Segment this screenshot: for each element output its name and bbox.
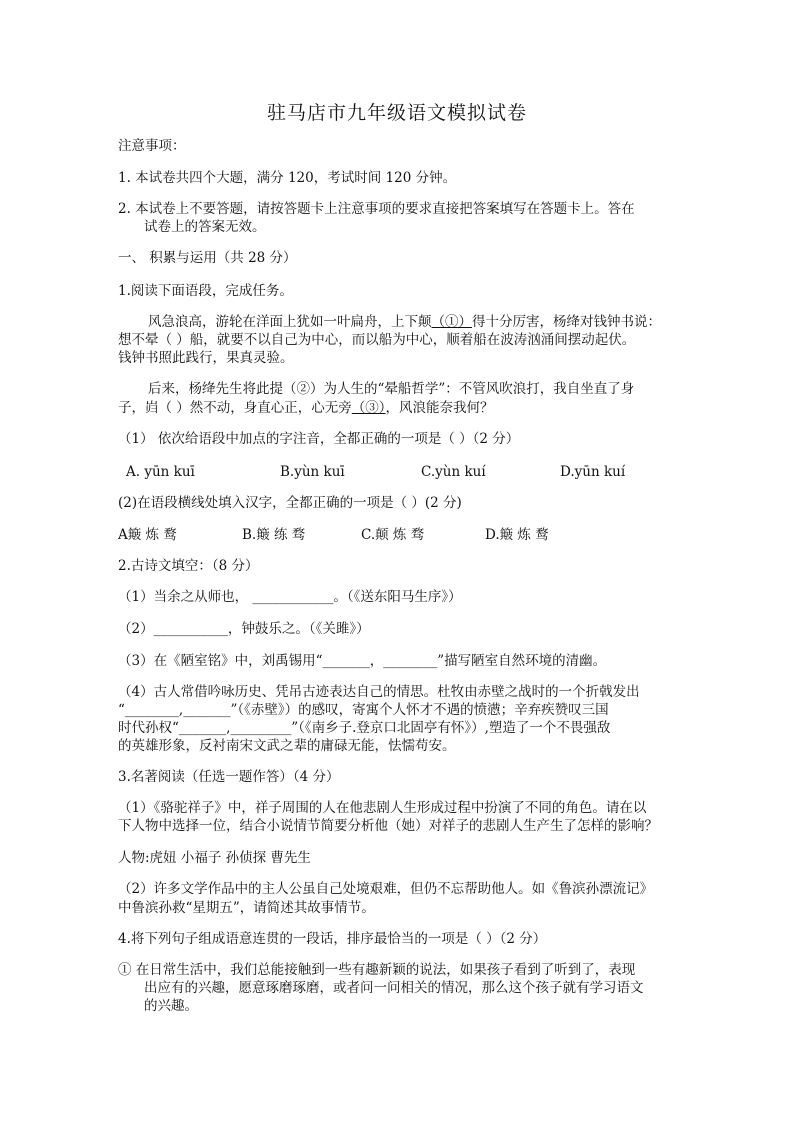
question-3-people: 人物:虎妞 小福子 孙侦探 曹先生 <box>118 850 311 866</box>
question-1-1: （1） 依次给语段中加点的字注音，全都正确的一项是（ ）（2 分） <box>118 431 520 447</box>
question-4-title: 4.将下列句子组成语意连贯的一段话，排序最恰当的一项是（ ）（2 分） <box>118 931 547 947</box>
blank-3: （③） <box>351 400 386 416</box>
passage-text: 风急浪高，游轮在洋面上犹如一叶扁舟，上下颠 <box>148 314 432 330</box>
option-b: B.yùn kuī <box>280 464 345 480</box>
question-2-4-line-2: “________,_______”（《赤壁》）的感叹，寄寓个人怀才不遇的愤懑；辛弃疾赞叹三国 <box>118 702 609 718</box>
option-b: B.簸 练 骛 <box>242 527 306 543</box>
page-title: 驻马店市九年级语文模拟试卷 <box>266 102 527 124</box>
question-4-item-1-line-2: 出应有的兴趣，愿意琢磨琢磨，或者问一问相关的情况，那么这个孩子就有学习语文 <box>144 980 644 996</box>
blank-1: （①） <box>431 314 472 330</box>
question-4-item-1-line-3: 的兴趣。 <box>144 998 198 1014</box>
question-2-4-line-4: 的英雄形象，反衬南宋文武之辈的庸碌无能，怯懦苟安。 <box>118 738 456 754</box>
passage-2-line-2 <box>118 399 494 417</box>
passage-2-line-1: 后来，杨绛先生将此提（②）为人生的“晕船哲学”：不管风吹浪打，我自坐直了身 <box>148 381 635 397</box>
option-c: C.颠 炼 骛 <box>361 527 425 543</box>
question-1-title: 1.阅读下面语段，完成任务。 <box>118 283 293 299</box>
passage-text: 子，岿（ ）然不动，身直心正，心无旁 <box>118 400 352 416</box>
passage-text: 得十分厉害，杨绛对钱钟书说： <box>472 314 661 330</box>
question-3-2-line-2: 中鲁滨孙救“星期五”，请简述其故事情节。 <box>118 900 375 916</box>
question-2-3: （3）在《陋室铭》中，刘禹锡用“_______，________”描写陋室自然环境的清幽。 <box>118 653 607 669</box>
passage-1-line-2: 想不晕（ ）船，就要不以自己为中心，而以船为中心，顺着船在波涛汹涌间摆动起伏。 <box>118 332 636 348</box>
question-3-2-line-1: （2）许多文学作品中的主人公虽自己处境艰难，但仍不忘帮助他人。如《鲁滨孙漂流记》 <box>118 881 654 897</box>
passage-1-line-1 <box>148 313 661 331</box>
question-2-1: （1）当余之从师也， ____________。（《送东阳马生序》） <box>118 589 462 605</box>
section-1-heading: 一、 积累与运用（共 28 分） <box>118 250 297 266</box>
option-d: D.簸 炼 鹜 <box>485 527 549 543</box>
question-2-4-line-1: （4）古人常借吟咏历史、凭吊古迹表达自己的情思。杜牧由赤壁之战时的一个折戟发出 <box>118 684 640 700</box>
option-c: C.yùn kuí <box>421 464 486 480</box>
passage-text: ，风浪能奈我何？ <box>385 400 494 416</box>
question-1-2: (2)在语段横线处填入汉字，全都正确的一项是（ ）(2 分) <box>118 495 462 511</box>
question-2-2: （2）___________，钟鼓乐之。（《关雎》） <box>118 621 370 637</box>
note-1: 1. 本试卷共四个大题，满分 120，考试时间 120 分钟。 <box>118 170 457 186</box>
option-a: A簸 炼 鹜 <box>118 527 177 543</box>
question-3-title: 3.名著阅读（任选一题作答）（4 分） <box>118 769 340 785</box>
option-a: A. yūn kuī <box>126 464 195 480</box>
notes-heading: 注意事项： <box>118 138 186 154</box>
question-4-item-1-line-1: ① 在日常生活中，我们总能接触到一些有趣新颖的说法，如果孩子看到了听到了，表现 <box>118 962 636 978</box>
question-2-4-line-3: 时代孙权“_______,_________”（《南乡子.登京口北固亭有怀》）,塑造了一个不畏强敌 <box>118 720 611 736</box>
option-d: D.yūn kuí <box>560 464 626 480</box>
question-3-1-line-2: 下人物中选择一位，结合小说情节简要分析他（她）对祥子的悲剧人生产生了怎样的影响？ <box>118 818 658 834</box>
note-2-line-1: 2. 本试卷上不要答题，请按答题卡上注意事项的要求直接把答案填写在答题卡上。答在 <box>118 201 635 217</box>
passage-1-line-3: 钱钟书照此践行，果真灵验。 <box>118 350 294 366</box>
question-2-title: 2.古诗文填空：（8 分） <box>118 558 259 574</box>
note-2-line-2: 试卷上的答案无效。 <box>144 219 266 235</box>
question-3-1-line-1: （1）《骆驼祥子》中，祥子周围的人在他悲剧人生形成过程中扮演了不同的角色。请在以 <box>118 800 647 816</box>
